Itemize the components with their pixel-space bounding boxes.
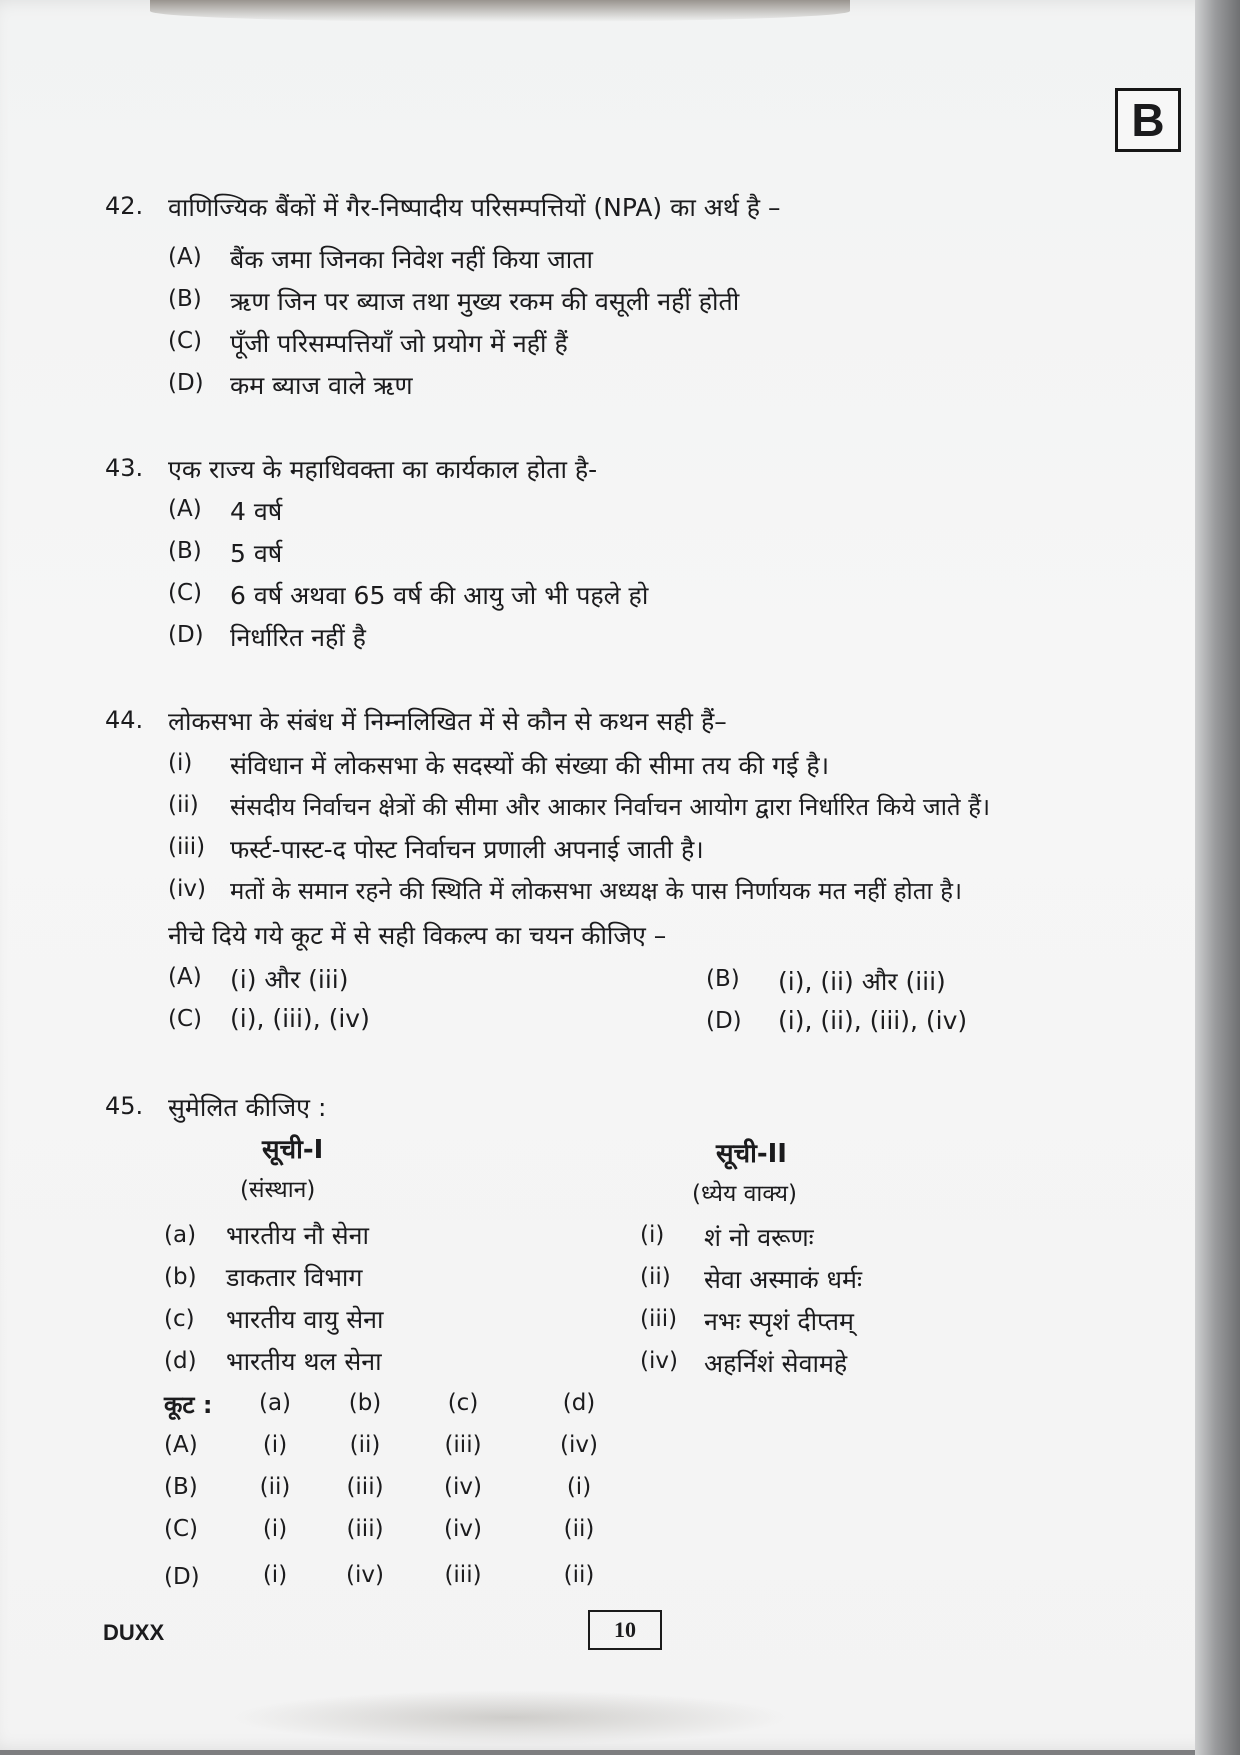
- option-label: (C): [168, 1006, 203, 1032]
- option-text: 5 वर्ष: [230, 539, 283, 568]
- question-text: लोकसभा के संबंध में निम्नलिखित में से कौन से कथन सही हैं–: [168, 707, 727, 736]
- option-label: (D): [168, 622, 204, 648]
- question-text: वाणिज्यिक बैंकों में गैर-निष्पादीय परिसम्पत्तियों (NPA) का अर्थ है –: [168, 193, 781, 222]
- option-label: (B): [168, 538, 202, 564]
- statement-label: (iii): [168, 834, 206, 860]
- code-cell: (iii): [346, 1516, 384, 1542]
- page-fold-shadow: [1195, 0, 1240, 1755]
- option-label: (C): [168, 580, 203, 606]
- option-label: (B): [168, 286, 202, 312]
- question-text: सुमेलित कीजिए :: [168, 1093, 327, 1122]
- code-header: (a): [258, 1390, 292, 1416]
- list2-subtitle: (ध्येय वाक्य): [692, 1181, 797, 1207]
- code-cell: (i): [262, 1562, 288, 1588]
- question-number: 43.: [105, 454, 144, 482]
- list2-text: शं नो वरूणः: [704, 1223, 814, 1252]
- list2-text: अहर्निशं सेवामहे: [704, 1349, 848, 1378]
- list1-title: सूची-I: [262, 1135, 324, 1165]
- booklet-code: DUXX: [103, 1620, 165, 1645]
- list1-label: (b): [164, 1264, 197, 1290]
- option-text: पूँजी परिसम्पत्तियाँ जो प्रयोग में नहीं हैं: [230, 329, 568, 358]
- code-cell: (iv): [444, 1474, 482, 1500]
- list1-subtitle: (संस्थान): [240, 1177, 316, 1203]
- code-cell: (iv): [444, 1516, 482, 1542]
- option-text: बैंक जमा जिनका निवेश नहीं किया जाता: [230, 245, 593, 274]
- statement-label: (ii): [168, 792, 199, 818]
- question-number: 42.: [105, 192, 144, 220]
- code-cell: (iv): [346, 1562, 384, 1588]
- option-label: (C): [168, 328, 203, 354]
- code-cell: (ii): [563, 1516, 595, 1542]
- code-label: कूट :: [164, 1391, 213, 1419]
- code-cell: (iv): [560, 1432, 598, 1458]
- code-header: (d): [562, 1390, 596, 1416]
- scan-smudge-top: [150, 0, 850, 22]
- option-text: (i) और (iii): [230, 965, 349, 994]
- option-text: ऋण जिन पर ब्याज तथा मुख्य रकम की वसूली नहीं होती: [230, 287, 740, 316]
- option-text: 6 वर्ष अथवा 65 वर्ष की आयु जो भी पहले हो: [230, 581, 649, 610]
- option-label: (D): [706, 1008, 742, 1034]
- code-cell: (i): [262, 1516, 288, 1542]
- option-text: (i), (ii) और (iii): [778, 967, 946, 996]
- code-row-label: (B): [164, 1474, 198, 1500]
- option-label: (A): [168, 244, 202, 270]
- code-row-label: (C): [164, 1516, 199, 1542]
- option-label: (B): [706, 966, 740, 992]
- option-label: (D): [168, 370, 204, 396]
- list1-text: भारतीय थल सेना: [226, 1347, 382, 1376]
- list1-label: (d): [164, 1348, 197, 1374]
- option-label: (A): [168, 964, 202, 990]
- option-text: निर्धारित नहीं है: [230, 623, 366, 652]
- code-cell: (i): [566, 1474, 592, 1500]
- option-label: (A): [168, 496, 202, 522]
- code-cell: (iii): [444, 1432, 482, 1458]
- option-text: 4 वर्ष: [230, 497, 283, 526]
- list1-text: भारतीय नौ सेना: [226, 1221, 369, 1250]
- list1-text: डाकतार विभाग: [226, 1263, 363, 1292]
- statement-text: फर्स्ट-पास्ट-द पोस्ट निर्वाचन प्रणाली अपनाई जाती है।: [230, 835, 704, 864]
- question-number: 44.: [105, 706, 144, 734]
- statement-label: (i): [168, 750, 193, 776]
- scan-smudge-bottom: [230, 1690, 790, 1745]
- statement-label: (iv): [168, 876, 206, 902]
- code-cell: (i): [262, 1432, 288, 1458]
- list2-label: (i): [640, 1222, 665, 1248]
- code-cell: (iii): [346, 1474, 384, 1500]
- code-cell: (ii): [259, 1474, 291, 1500]
- question-number: 45.: [105, 1092, 144, 1120]
- list2-text: नभः स्पृशं दीप्तम्: [704, 1307, 854, 1336]
- page-number: 10: [588, 1610, 662, 1650]
- statement-text: संविधान में लोकसभा के सदस्यों की संख्या की सीमा तय की गई है।: [230, 751, 830, 780]
- statement-text: संसदीय निर्वाचन क्षेत्रों की सीमा और आकार निर्वाचन आयोग द्वारा निर्धारित किये जाते हैं।: [230, 793, 991, 821]
- code-header: (c): [447, 1390, 479, 1416]
- code-cell: (ii): [349, 1432, 381, 1458]
- instruction-text: नीचे दिये गये कूट में से सही विकल्प का चयन कीजिए –: [168, 921, 667, 950]
- question-text: एक राज्य के महाधिवक्ता का कार्यकाल होता है-: [168, 455, 598, 484]
- option-text: कम ब्याज वाले ऋण: [230, 371, 413, 400]
- code-row-label: (A): [164, 1432, 198, 1458]
- set-code-box: B: [1115, 88, 1181, 152]
- list1-label: (a): [164, 1222, 197, 1248]
- statement-text: मतों के समान रहने की स्थिति में लोकसभा अध्यक्ष के पास निर्णायक मत नहीं होता है।: [230, 877, 963, 905]
- list2-label: (iii): [640, 1306, 678, 1332]
- code-header: (b): [348, 1390, 382, 1416]
- list1-label: (c): [164, 1306, 195, 1332]
- code-cell: (ii): [563, 1562, 595, 1588]
- list1-text: भारतीय वायु सेना: [226, 1305, 384, 1334]
- option-text: (i), (iii), (iv): [230, 1004, 370, 1033]
- list2-title: सूची-II: [716, 1139, 787, 1169]
- code-row-label: (D): [164, 1564, 200, 1590]
- code-cell: (iii): [444, 1562, 482, 1588]
- option-text: (i), (ii), (iii), (iv): [778, 1006, 968, 1035]
- list2-text: सेवा अस्माकं धर्मः: [704, 1265, 862, 1294]
- list2-label: (iv): [640, 1348, 678, 1374]
- list2-label: (ii): [640, 1264, 671, 1290]
